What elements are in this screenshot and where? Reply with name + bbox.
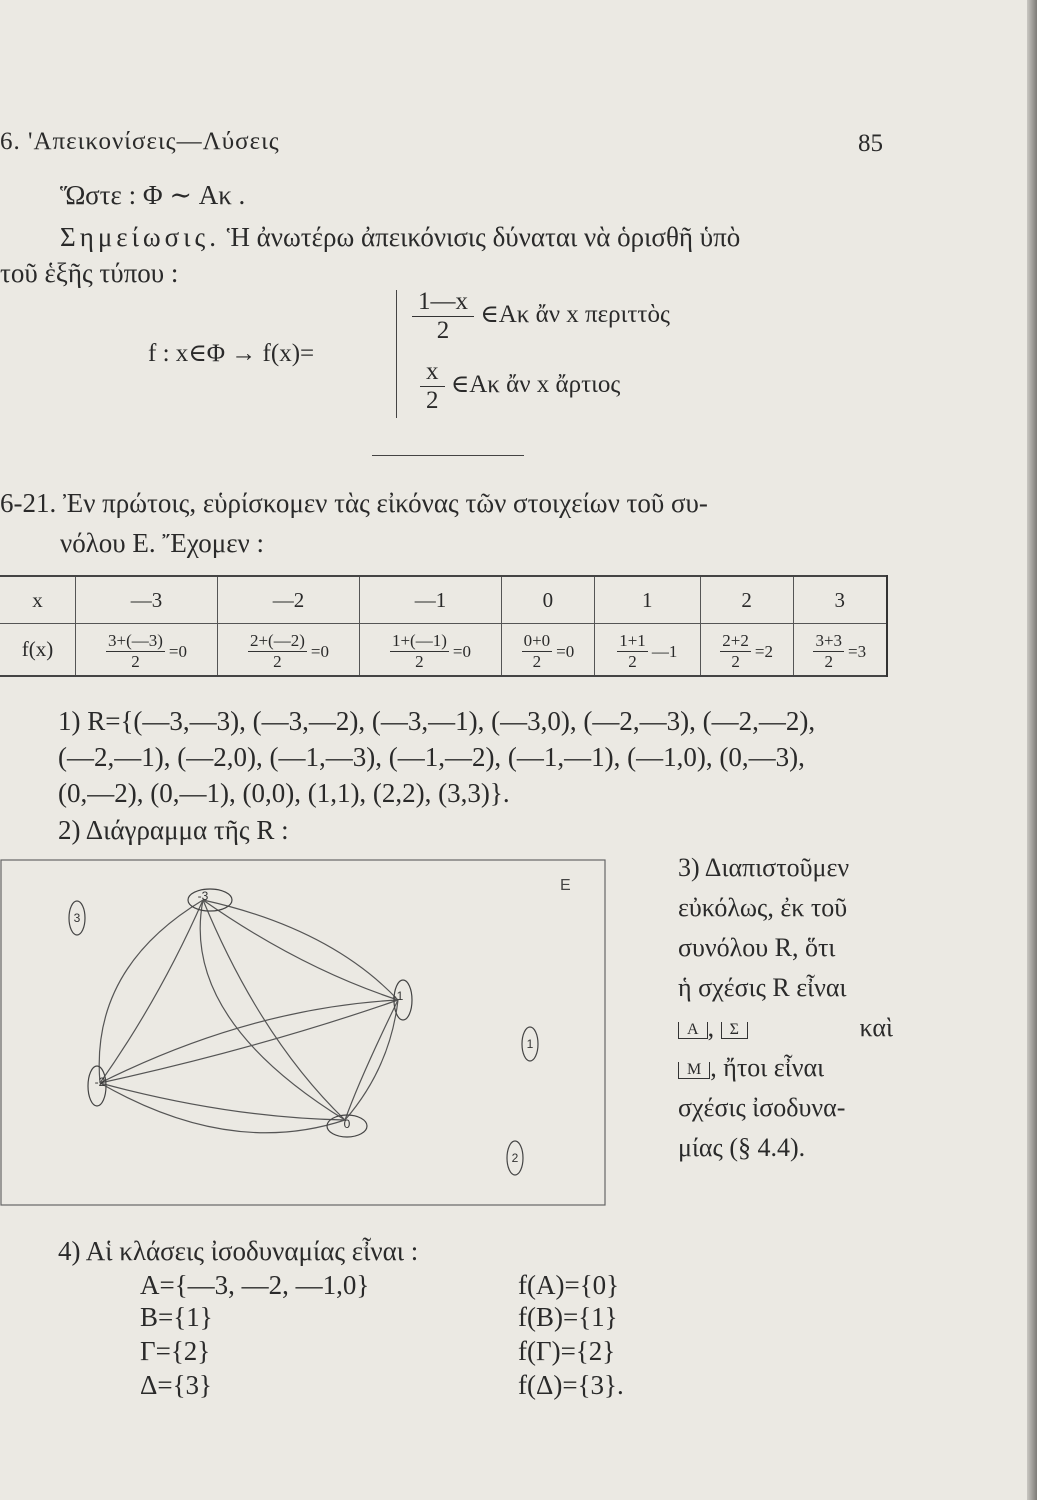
class-delta: Δ={3} [140,1370,213,1400]
exercise-line-1 [0,488,708,519]
edge-n2-n1 [100,1000,398,1083]
side-line-1: 3) Διαπιστοῦμεν [678,853,850,882]
node-minus-1: -1 [392,989,404,1003]
node-minus-2: -2 [94,1075,106,1089]
class-gamma: Γ={2} [140,1336,211,1366]
header-title: 6. 'Απεικονίσεις—Λύσεις [0,128,280,155]
side-line-4: ἡ σχέσις R εἶναι [678,973,847,1002]
edge-n2-n1-b [100,1000,398,1083]
table-cell: 3 [793,576,887,624]
edge-n1-n0 [345,1000,398,1120]
loop-n3 [188,889,232,911]
image-b: f(B)={1} [518,1302,618,1332]
formula-case-2 [420,358,620,415]
relation-diagram [0,858,610,1208]
row-header-fx: f(x) [21,637,54,661]
side-line-6 [678,1048,893,1088]
case1-fraction: $\frac{1—x}{2}$ [412,288,474,345]
edge-n1-n0-b [345,1000,398,1120]
case2-condition: ∈Aκ ἄν x ἄρτιος [450,371,621,399]
table-cell: $\frac{3+(—3)}{2}$ =0 [76,624,218,677]
class-b: B={1} [140,1302,213,1332]
set-label: E [560,877,571,894]
table-cell: 2 [700,576,793,624]
edge-n3-n0-b [200,900,345,1120]
table-cell: 0 [501,576,594,624]
image-delta: f(Δ)={3}. [518,1370,624,1400]
box-a: A [678,1022,708,1039]
table-cell: $\frac{1+1}{2}$ —1 [594,624,700,677]
table-cell: —1 [359,576,501,624]
table-row-x [0,576,887,624]
image-gamma: f(Γ)={2} [518,1336,616,1366]
classes-title: 4) Αἱ κλάσεις ἰσοδυναμίας εἶναι : [58,1236,419,1266]
side-remark [678,848,893,1168]
row-header-x: x [0,576,76,624]
diagram-title: 2) Διάγραμμα τῆς R : [58,815,289,845]
self-loops [69,889,538,1175]
conclusion-line: Ὥστε : Φ ∼ Aκ . [60,180,246,210]
exercise-number: 6-21. [0,488,57,518]
exercise-line-2: νόλου E. Ἔχομεν : [60,528,264,558]
edge-n3-n2 [99,900,203,1083]
note-label: Σημείωσις. [60,222,220,252]
relation-line-2: (—2,—1), (—2,0), (—1,—3), (—1,—2), (—1,—1), (—1,0), (0,—3), [58,742,805,772]
class-a: A={—3, —2, —1,0} [140,1270,370,1300]
values-table [0,575,888,677]
edge-n2-n0 [100,1083,345,1133]
note-line [60,222,740,253]
formula-brace [396,290,407,418]
table-cell: $\frac{1+(—1)}{2}$ =0 [359,624,501,677]
side-line-8: μίας (§ 4.4). [678,1133,806,1162]
section-divider [372,455,524,456]
node-1: 1 [526,1037,534,1051]
table-cell: $\frac{3+3}{2}$ =3 [793,624,887,677]
case1-condition: ∈Aκ ἄν x περιττὸς [480,301,670,329]
side-line-2: εὐκόλως, ἐκ τοῦ [678,893,848,922]
formula-lhs: f : x∈Φ → f(x)= [148,340,315,367]
formula-case-1 [412,288,670,345]
case2-fraction: $\frac{x}{2}$ [420,358,445,415]
side-line-3: συνόλου R, ὅτι [678,933,836,962]
edge-n3-n2-b [100,900,203,1083]
page-number: 85 [858,130,883,157]
table-cell: $\frac{0+0}{2}$ =0 [501,624,594,677]
table-cell: —2 [217,576,359,624]
node-3: 3 [73,911,81,925]
running-header [0,128,900,158]
table-cell: $\frac{2+2}{2}$ =2 [700,624,793,677]
relation-line-1: 1) R={(—3,—3), (—3,—2), (—3,—1), (—3,0), (—2,—3), (—2,—2), [58,706,816,736]
note-continuation: τοῦ ἑξῆς τύπου : [0,258,179,288]
node-0: 0 [343,1117,351,1131]
image-a: f(A)={0} [518,1270,620,1300]
edge-n3-n1 [203,900,398,1000]
side-line-5: A , Σ καὶ [678,1008,893,1048]
box-sigma: Σ [721,1022,748,1039]
box-m: M [678,1062,710,1079]
table-cell: —3 [76,576,218,624]
table-cell: $\frac{2+(—2)}{2}$ =0 [217,624,359,677]
table-row-fx [0,624,887,677]
exercise-text-1: Ἐν πρώτοις, εὑρίσκομεν τὰς εἰκόνας τῶν στοιχείων τοῦ συ- [63,488,708,518]
note-text: Ἡ ἀνωτέρω ἀπεικόνισις δύναται νὰ ὁρισθῆ ὑπὸ [226,222,741,252]
side-line-7: σχέσις ἰσοδυνα- [678,1093,846,1122]
node-2: 2 [511,1151,519,1165]
node-minus-3: -3 [197,889,209,903]
side-line-6-text: , ἤτοι εἶναι [710,1053,825,1082]
and-word: καὶ [859,1013,893,1042]
page-edge-shadow [1027,0,1037,1500]
relation-line-3: (0,—2), (0,—1), (0,0), (1,1), (2,2), (3,3)}. [58,778,510,808]
table-cell: 1 [594,576,700,624]
edge-n3-n1-b [203,900,398,1000]
node-labels [74,889,534,1165]
relation-edges [99,900,398,1133]
